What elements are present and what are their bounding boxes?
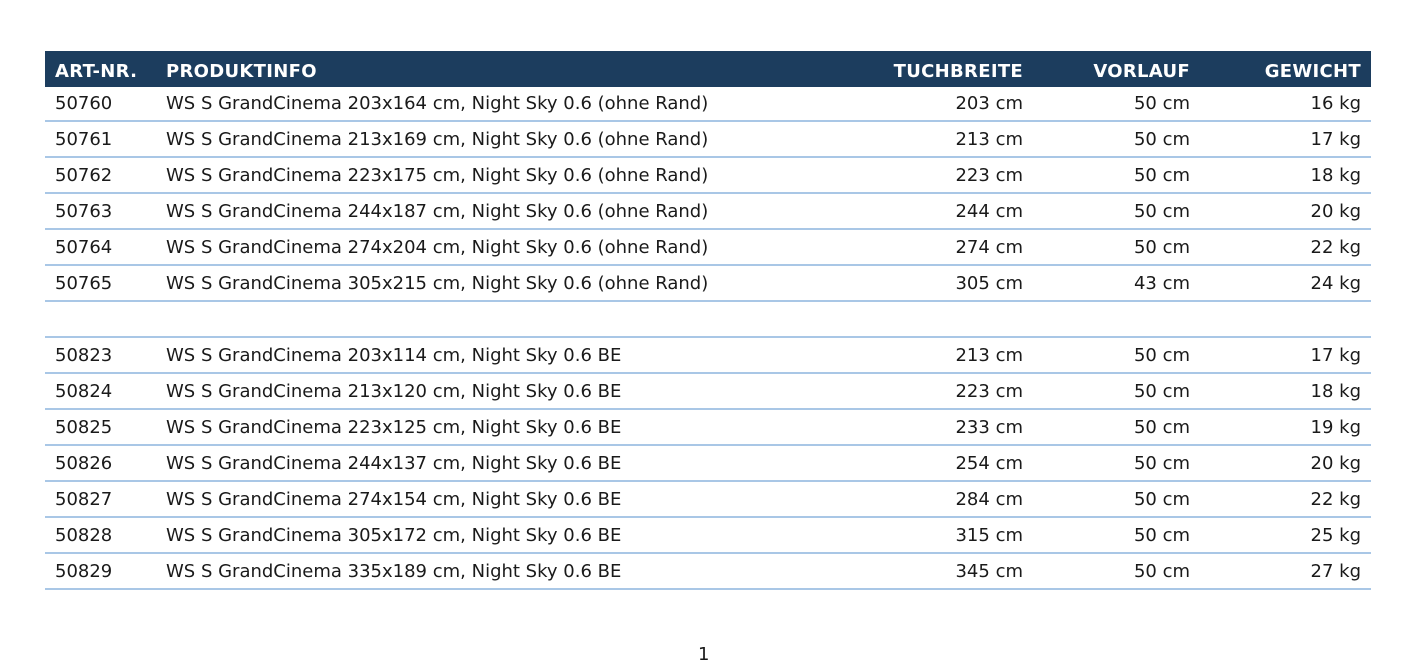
table-header-row [45,51,1371,87]
cell-produktinfo: WS S GrandCinema 203x164 cm, Night Sky 0.6 (ohne Rand) [156,87,836,121]
cell-art-nr: 50828 [45,517,156,553]
cell-vorlauf: 50 cm [1033,337,1200,373]
cell-tuchbreite: 203 cm [836,87,1033,121]
cell-vorlauf: 50 cm [1033,229,1200,265]
cell-art-nr: 50764 [45,229,156,265]
cell-produktinfo: WS S GrandCinema 244x137 cm, Night Sky 0.6 BE [156,445,836,481]
cell-tuchbreite: 233 cm [836,409,1033,445]
cell-produktinfo: WS S GrandCinema 305x172 cm, Night Sky 0.6 BE [156,517,836,553]
table-row [45,265,1371,301]
cell-art-nr: 50827 [45,481,156,517]
header-vorlauf: VORLAUF [1093,61,1190,82]
cell-tuchbreite: 254 cm [836,445,1033,481]
cell-produktinfo: WS S GrandCinema 305x215 cm, Night Sky 0.6 (ohne Rand) [156,265,836,301]
cell-gewicht: 17 kg [1200,121,1371,157]
cell-produktinfo: WS S GrandCinema 203x114 cm, Night Sky 0.6 BE [156,337,836,373]
cell-gewicht: 18 kg [1200,157,1371,193]
cell-gewicht: 19 kg [1200,409,1371,445]
table-row [45,193,1371,229]
page-number: 1 [698,644,710,665]
header-produktinfo: PRODUKTINFO [166,61,317,82]
table-row [45,517,1371,553]
cell-art-nr: 50761 [45,121,156,157]
cell-art-nr: 50762 [45,157,156,193]
cell-tuchbreite: 274 cm [836,229,1033,265]
header-tuchbreite: TUCHBREITE [893,61,1023,82]
cell-vorlauf: 50 cm [1033,87,1200,121]
cell-vorlauf: 50 cm [1033,193,1200,229]
cell-gewicht: 17 kg [1200,337,1371,373]
cell-produktinfo: WS S GrandCinema 213x120 cm, Night Sky 0.6 BE [156,373,836,409]
cell-vorlauf: 50 cm [1033,517,1200,553]
cell-gewicht: 27 kg [1200,553,1371,589]
cell-tuchbreite: 213 cm [836,121,1033,157]
cell-vorlauf: 50 cm [1033,481,1200,517]
cell-gewicht: 20 kg [1200,445,1371,481]
table-row [45,337,1371,373]
cell-produktinfo: WS S GrandCinema 274x204 cm, Night Sky 0.6 (ohne Rand) [156,229,836,265]
table-row [45,157,1371,193]
table-row [45,373,1371,409]
cell-gewicht: 18 kg [1200,373,1371,409]
cell-produktinfo: WS S GrandCinema 335x189 cm, Night Sky 0.6 BE [156,553,836,589]
cell-produktinfo: WS S GrandCinema 274x154 cm, Night Sky 0.6 BE [156,481,836,517]
cell-tuchbreite: 223 cm [836,373,1033,409]
cell-art-nr: 50829 [45,553,156,589]
cell-gewicht: 24 kg [1200,265,1371,301]
cell-tuchbreite: 284 cm [836,481,1033,517]
spacer-row [45,301,1371,337]
cell-gewicht: 20 kg [1200,193,1371,229]
table-row [45,481,1371,517]
cell-art-nr: 50765 [45,265,156,301]
cell-tuchbreite: 345 cm [836,553,1033,589]
cell-tuchbreite: 213 cm [836,337,1033,373]
cell-art-nr: 50825 [45,409,156,445]
table-row [45,87,1371,121]
cell-produktinfo: WS S GrandCinema 223x125 cm, Night Sky 0.6 BE [156,409,836,445]
table-row [45,409,1371,445]
cell-produktinfo: WS S GrandCinema 213x169 cm, Night Sky 0.6 (ohne Rand) [156,121,836,157]
cell-vorlauf: 50 cm [1033,157,1200,193]
header-gewicht: GEWICHT [1264,61,1361,82]
cell-gewicht: 22 kg [1200,229,1371,265]
cell-vorlauf: 50 cm [1033,409,1200,445]
cell-produktinfo: WS S GrandCinema 244x187 cm, Night Sky 0.6 (ohne Rand) [156,193,836,229]
cell-tuchbreite: 223 cm [836,157,1033,193]
product-table [45,51,1371,590]
cell-vorlauf: 50 cm [1033,373,1200,409]
cell-vorlauf: 50 cm [1033,121,1200,157]
cell-gewicht: 16 kg [1200,87,1371,121]
cell-vorlauf: 43 cm [1033,265,1200,301]
cell-art-nr: 50760 [45,87,156,121]
cell-art-nr: 50823 [45,337,156,373]
cell-vorlauf: 50 cm [1033,553,1200,589]
cell-art-nr: 50826 [45,445,156,481]
table-row [45,229,1371,265]
cell-tuchbreite: 305 cm [836,265,1033,301]
cell-art-nr: 50763 [45,193,156,229]
header-art-nr: ART-NR. [55,61,138,82]
cell-produktinfo: WS S GrandCinema 223x175 cm, Night Sky 0.6 (ohne Rand) [156,157,836,193]
cell-art-nr: 50824 [45,373,156,409]
cell-vorlauf: 50 cm [1033,445,1200,481]
cell-gewicht: 25 kg [1200,517,1371,553]
cell-tuchbreite: 244 cm [836,193,1033,229]
table-row [45,553,1371,589]
cell-tuchbreite: 315 cm [836,517,1033,553]
table-row [45,121,1371,157]
cell-gewicht: 22 kg [1200,481,1371,517]
table-row [45,445,1371,481]
